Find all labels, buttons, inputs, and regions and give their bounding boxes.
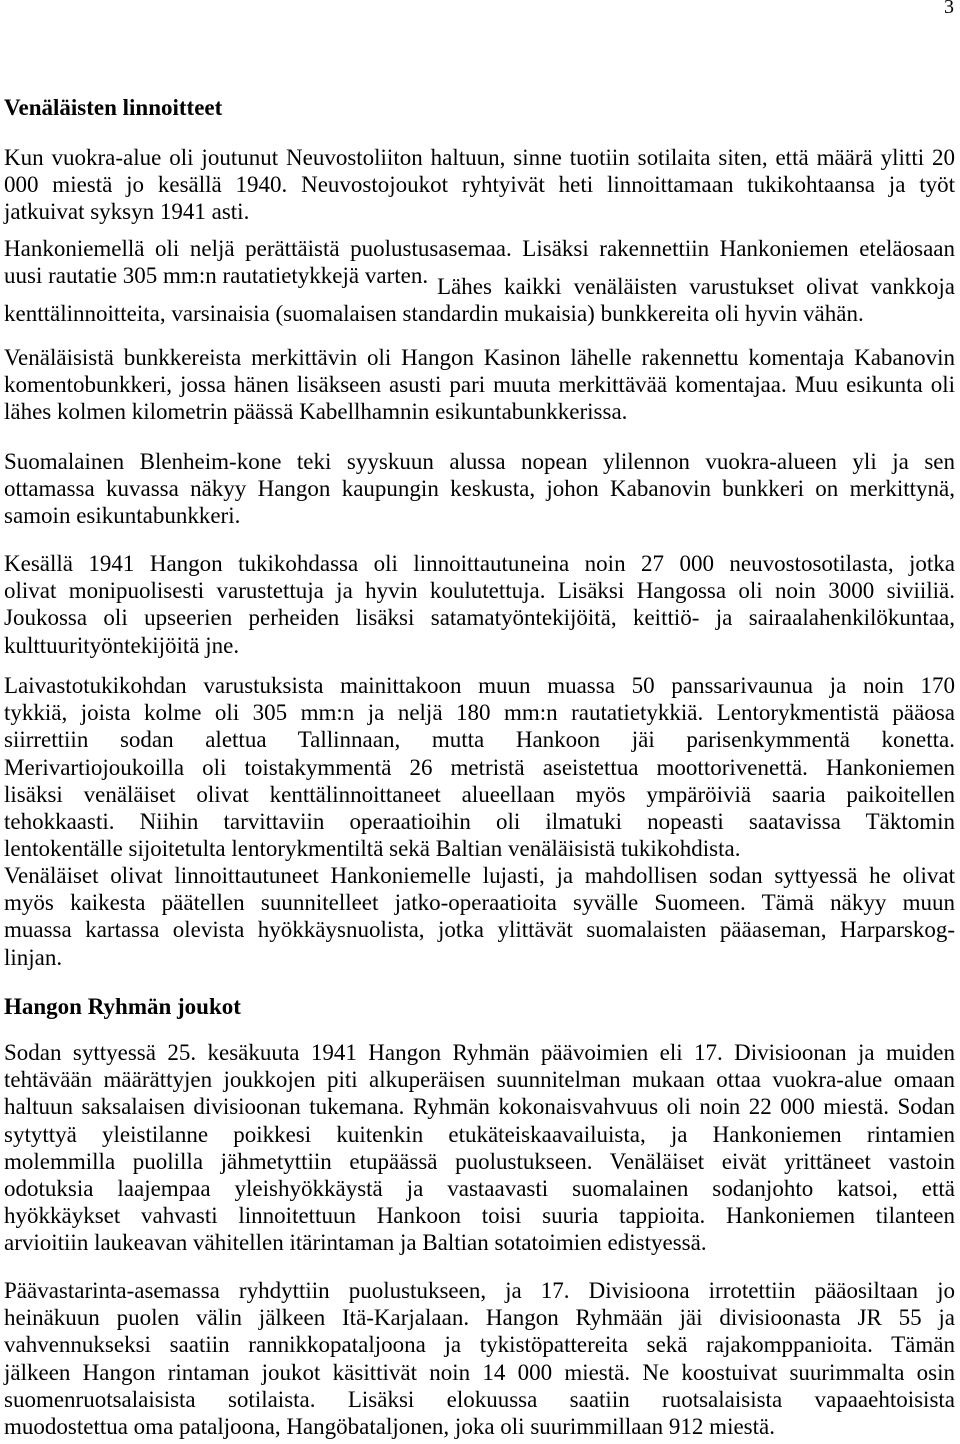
text-line: komentobunkkeri, jossa hänen lisäkseen asusti pari muuta merkittävää komentajaa. Muu esikunta oli	[4, 372, 955, 398]
text-line: uusi rautatie 305 mm:n rautatietykkejä varten.	[4, 263, 429, 289]
paragraph	[4, 672, 955, 862]
text-line: muassa kartassa olevista hyökkäysnuolista, jotka ylittävät suomalaisten pääaseman, Harparskog-	[4, 917, 955, 943]
text-line: Venäläiset olivat linnoittautuneet Hankoniemelle lujasti, ja mahdollisen sodan syttyessä he olivat	[4, 863, 955, 888]
paragraph	[4, 1277, 955, 1440]
text-line: hyökkäykset vahvasti linnoitettuun Hankoon toisi suuria tappioita. Hankoniemen tilanteen	[4, 1203, 955, 1229]
text-line: Sodan syttyessä 25. kesäkuuta 1941 Hangon Ryhmän päävoimien eli 17. Divisioonan ja muiden	[4, 1040, 955, 1065]
text-line: tykkiä, joista kolme oli 305 mm:n ja neljä 180 mm:n rautatietykkiä. Lentorykmentistä pääosa	[4, 700, 955, 726]
paragraph	[4, 550, 955, 659]
text-line: Kun vuokra-alue oli joutunut Neuvostoliiton haltuun, sinne tuotiin sotilaita siten, että määrä ylitti 20	[4, 145, 955, 170]
text-line: Laivastotukikohdan varustuksista mainittakoon muun muassa 50 panssarivaunua ja noin 170	[4, 673, 955, 698]
text-line: Merivartiojoukoilla oli toistakymmentä 26 metristä aseistettua moottorivenettä. Hankoniemen	[4, 754, 955, 780]
text-line: kulttuurityöntekijöitä jne.	[4, 632, 240, 658]
page-number: 3	[944, 0, 954, 18]
text-line: linjan.	[4, 944, 63, 970]
section-heading-venalaisten-linnoitteet: Venäläisten linnoitteet	[4, 95, 223, 120]
paragraph	[4, 862, 955, 971]
text-line: 000 miestä jo kesällä 1940. Neuvostojoukot ryhtyivät heti linnoittamaan tukikohtaansa ja työt	[4, 172, 955, 198]
text-line: lähes kolmen kilometrin päässä Kabellhamnin esikuntabunkkerissa.	[4, 399, 628, 425]
section-heading-hangon-ryhman-joukot: Hangon Ryhmän joukot	[4, 994, 241, 1019]
paragraph	[4, 1039, 955, 1257]
text-line: jälkeen Hangon rintaman joukot käsittivät noin 14 000 miestä. Ne koostuivat suurimmalta osin	[4, 1359, 955, 1385]
text-line: jatkuivat syksyn 1941 asti.	[4, 199, 250, 225]
text-line: siirrettiin sodan alettua Tallinnaan, mutta Hankoon jäi parisenkymmentä konetta.	[4, 727, 955, 753]
text-line: sytyttyä yleistilanne poikkesi kuitenkin etukäteiskaavailuista, ja Hankoniemen rintamien	[4, 1121, 955, 1147]
text-line: Hankoniemellä oli neljä perättäistä puolustusasemaa. Lisäksi rakennettiin Hankoniemen eteläosaan	[4, 236, 955, 261]
text-line: tehtävään määrättyjen joukkojen piti alkuperäisen suunnitelman mukaan ottaa vuokra-alue omaan	[4, 1067, 955, 1093]
text-line: myös kaikesta päätellen suunnitelleet jatko-operaatioita syvälle Suomeen. Tämä näkyy muun	[4, 890, 955, 916]
text-line: suomenruotsalaisista sotilaista. Lisäksi elokuussa saatiin ruotsalaisista vapaaehtoisista	[4, 1386, 955, 1412]
paragraph	[4, 344, 955, 426]
text-line: heinäkuun puolen välin jälkeen Itä-Karjalaan. Hangon Ryhmään jäi divisioonasta JR 55 ja	[4, 1305, 955, 1331]
text-line: tehokkaasti. Niihin tarvittaviin operaatioihin oli ilmatuki nopeasti saatavissa Täktomin	[4, 809, 955, 835]
text-line: lisäksi venäläiset olivat kenttälinnoittaneet alueellaan myös ympäröiviä saaria paikoitellen	[4, 781, 955, 807]
text-line: Venäläisistä bunkkereista merkittävin oli Hangon Kasinon lähelle rakennettu komentaja Kabanovin	[4, 345, 955, 370]
text-line: Joukossa oli upseerien perheiden lisäksi satamatyöntekijöitä, keittiö- ja sairaalahenkilökuntaa,	[4, 605, 955, 631]
text-line: Päävastarinta-asemassa ryhdyttiin puolustukseen, ja 17. Divisioona irrotettiin pääosiltaan jo	[4, 1278, 955, 1303]
text-line: lentokentälle sijoitetulta lentorykmentiltä sekä Baltian venäläisistä tukikohdista.	[4, 836, 741, 862]
text-line: haltuun saksalaisen divisioonan tukemana. Ryhmän kokonaisvahvuus oli noin 22 000 miestä. Sodan	[4, 1094, 955, 1120]
text-line: Lähes kaikki venäläisten varustukset olivat vankkoja	[437, 274, 955, 299]
text-line: ottamassa kuvassa näkyy Hangon kaupungin keskusta, johon Kabanovin bunkkeri on merkittynä,	[4, 476, 955, 502]
text-line: samoin esikuntabunkkeri.	[4, 503, 241, 529]
text-line: olivat monipuolisesti varustettuja ja hyvin koulutettuja. Lisäksi Hangossa oli noin 3000 siviiliä.	[4, 578, 955, 604]
text-line: arvioitiin laukeavan vähitellen itärintaman ja Baltian sotatoimien edistyessä.	[4, 1230, 707, 1256]
paragraph	[4, 273, 955, 327]
paragraph	[4, 144, 955, 226]
text-line: Kesällä 1941 Hangon tukikohdassa oli linnoittautuneina noin 27 000 neuvostosotilasta, jotka	[4, 551, 955, 576]
text-line: molemmilla puolilla jähmetyttiin etupäässä puolustukseen. Venäläiset eivät yrittäneet vastoin	[4, 1148, 955, 1174]
paragraph	[4, 448, 955, 530]
text-line: muodostettua oma pataljoona, Hangöbataljonen, joka oli suurimmillaan 912 miestä.	[4, 1414, 775, 1440]
text-line: kenttälinnoitteita, varsinaisia (suomalaisen standardin mukaisia) bunkkereita oli hyvin vähän.	[4, 301, 864, 327]
text-line: Suomalainen Blenheim-kone teki syyskuun alussa nopean ylilennon vuokra-alueen yli ja sen	[4, 449, 955, 474]
text-line: vahvennukseksi saatiin rannikkopataljoona ja tykistöpattereita sekä rajakomppanioita. Tämän	[4, 1332, 955, 1358]
text-line: odotuksia laajempaa yleishyökkäystä ja vastaavasti suomalainen sodanjohto katsoi, että	[4, 1176, 955, 1202]
